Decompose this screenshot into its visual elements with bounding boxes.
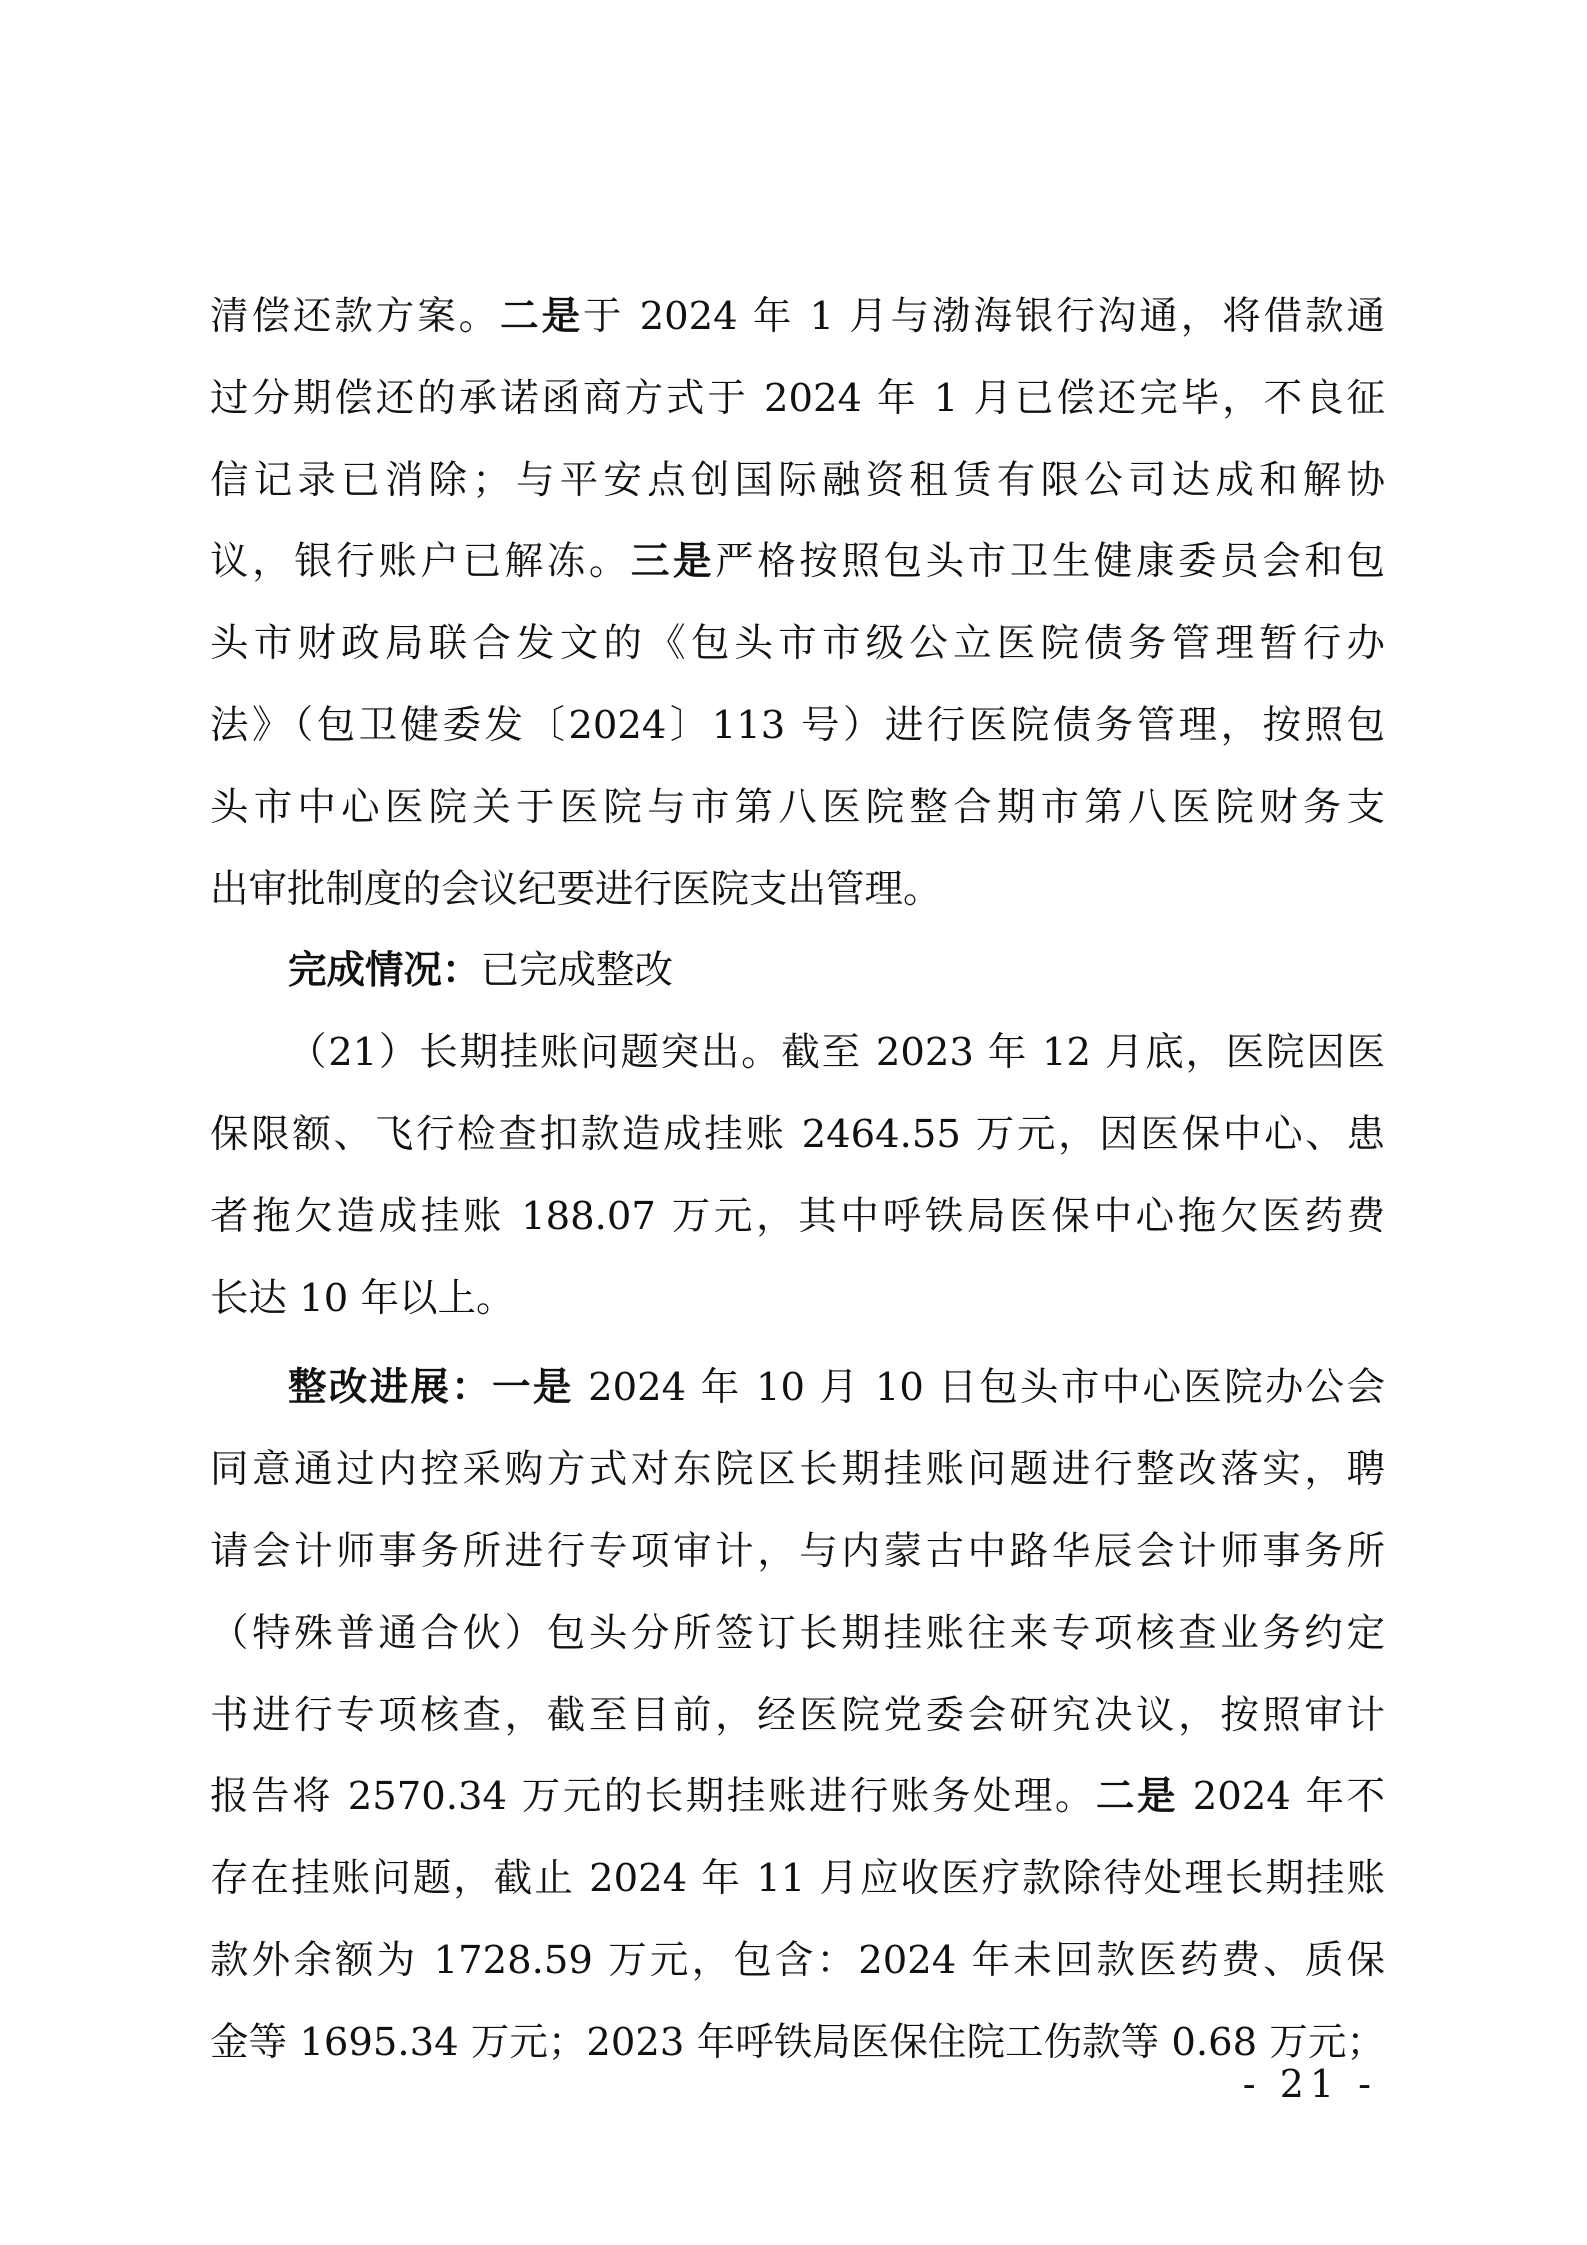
progress-label: 整改进展： (288, 1365, 493, 1411)
body-text (210, 276, 1385, 2084)
text-line: 保限额、飞行检查扣款造成挂账 2464.55 万元，因医保中心、患 (210, 1111, 1385, 1157)
text-line: 请会计师事务所进行专项审计，与内蒙古中路华辰会计师事务所 (210, 1528, 1385, 1574)
text-line: 清偿还款方案。二是于 2024 年 1 月与渤海银行沟通，将借款通 (210, 294, 1385, 339)
text-line: 过分期偿还的承诺函商方式于 2024 年 1 月已偿还完毕，不良征 (210, 375, 1385, 421)
completion-value: 已完成整改 (480, 948, 674, 994)
text-line: 法》（包卫健委发〔2024〕113 号）进行医院债务管理，按照包 (210, 702, 1385, 748)
completion-status (210, 930, 1385, 1012)
text-line: 书进行专项核查，截至目前，经医院党委会研究决议，按照审计 (210, 1692, 1385, 1738)
text-line: 报告将 2570.34 万元的长期挂账进行账务处理。二是 2024 年不 (210, 1774, 1385, 1820)
emphasis-second: 二是 (1095, 1774, 1178, 1820)
text-line: 存在挂账问题，截止 2024 年 11 月应收医疗款除待处理长期挂账 (210, 1856, 1385, 1902)
progress-heading: 整改进展：一是 2024 年 10 月 10 日包头市中心医院办公会 (288, 1365, 1385, 1411)
text-line: 议，银行账户已解冻。三是严格按照包头市卫生健康委员会和包 (210, 539, 1385, 585)
text-line: 出审批制度的会议纪要进行医院支出管理。 (210, 866, 942, 912)
text-line: 金等 1695.34 万元；2023 年呼铁局医保住院工伤款等 0.68 万元； (210, 2019, 1385, 2065)
emphasis-first: 一是 (492, 1365, 574, 1411)
text-line: 头市中心医院关于医院与市第八医院整合期市第八医院财务支 (210, 784, 1385, 830)
text-line: 同意通过内控采购方式对东院区长期挂账问题进行整改落实，聘 (210, 1447, 1385, 1493)
text-line: 者拖欠造成挂账 188.07 万元，其中呼铁局医保中心拖欠医药费 (210, 1193, 1385, 1239)
text-line: （特殊普通合伙）包头分所签订长期挂账往来专项核查业务约定 (210, 1610, 1385, 1656)
emphasis-third: 三是 (630, 539, 716, 585)
text-line: 长达 10 年以上。 (210, 1275, 515, 1321)
page-number: - 21 - (1242, 2062, 1377, 2106)
issue-21-heading: （21）长期挂账问题突出。截至 2023 年 12 月底，医院因医 (288, 1030, 1385, 1076)
text-line: 款外余额为 1728.59 万元，包含：2024 年未回款医药费、质保 (210, 1937, 1385, 1983)
text-line: 头市财政局联合发文的《包头市市级公立医院债务管理暂行办 (210, 621, 1385, 667)
emphasis-second: 二是 (500, 294, 584, 339)
completion-label: 完成情况： (288, 948, 481, 994)
text-line: 信记录已消除；与平安点创国际融资租赁有限公司达成和解协 (210, 457, 1385, 503)
